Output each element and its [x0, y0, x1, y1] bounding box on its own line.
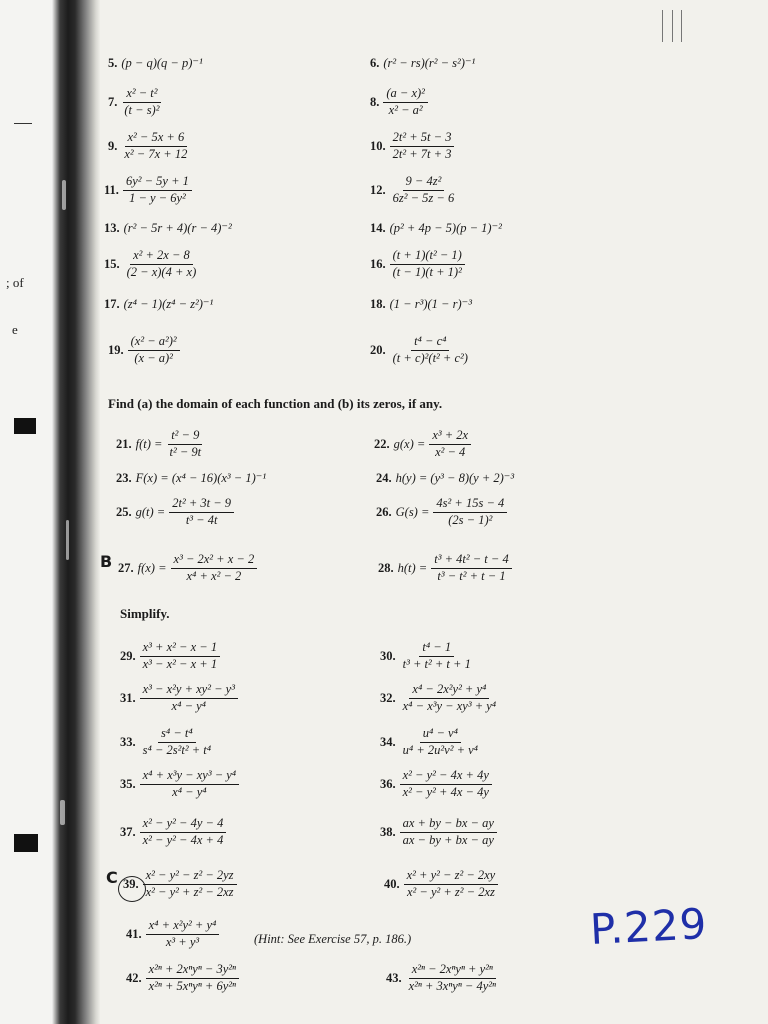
exercise-number: 34. — [380, 734, 396, 749]
exercise-number: 23. — [116, 470, 132, 485]
exercise-expression: (z⁴ − 1)(z⁴ − z²)⁻¹ — [123, 297, 214, 311]
numerator: x² + 2x − 8 — [130, 248, 193, 265]
denominator: t³ − 4t — [185, 512, 218, 527]
exercise-36 — [380, 768, 492, 800]
exercise-expression: (r² − 5r + 4)(r − 4)⁻² — [123, 221, 232, 235]
denominator: x² − a² — [388, 102, 423, 117]
numerator: x² − y² − 4x + 4y — [400, 768, 492, 785]
scan-edge-line — [681, 10, 682, 42]
exercise-number: 22. — [374, 436, 390, 451]
exercise-number: 33. — [120, 734, 136, 749]
exercise-19 — [108, 334, 180, 366]
exercise-27 — [118, 552, 257, 584]
exercise-number: 25. — [116, 504, 132, 519]
exercise-number: 37. — [120, 824, 136, 839]
exercise-17 — [104, 296, 213, 312]
fraction — [169, 496, 234, 528]
exercise-34 — [380, 726, 481, 758]
left-margin-text: e — [12, 322, 18, 337]
denominator: (t − s)² — [124, 102, 160, 117]
numerator: (x² − a²)² — [128, 334, 180, 351]
hint-text: (Hint: See Exercise 57, p. 186.) — [254, 932, 412, 946]
fraction — [143, 868, 237, 900]
exercise-number: 41. — [126, 926, 142, 941]
fraction — [400, 640, 474, 672]
exercise-43 — [386, 962, 499, 994]
exercise-number: 11. — [104, 182, 119, 197]
exercise-number: 29. — [120, 648, 136, 663]
exercise-number: 21. — [116, 436, 132, 451]
handwritten-page-note: P.229 — [588, 898, 709, 955]
exercise-number: 13. — [104, 220, 120, 235]
exercise-18 — [370, 296, 472, 312]
denominator: s⁴ − 2s²t² + t⁴ — [142, 742, 212, 757]
exercise-8 — [370, 86, 428, 118]
exercise-number: 19. — [108, 342, 124, 357]
numerator: x³ + 2x — [429, 428, 471, 445]
numerator: 6y² − 5y + 1 — [123, 174, 192, 191]
denominator: x² − 7x + 12 — [124, 146, 188, 161]
margin-dash — [14, 123, 32, 124]
section-heading-domain: Find (a) the domain of each function and (b) its zeros, if any. — [108, 396, 443, 411]
exercise-42 — [126, 962, 239, 994]
fraction — [406, 962, 499, 994]
exercise-number: 39. — [123, 876, 139, 891]
book-spine-shadow — [0, 0, 100, 1024]
numerator: 9 − 4z² — [403, 174, 445, 191]
page-edge-tab — [14, 834, 38, 852]
denominator: x⁴ − y⁴ — [172, 784, 207, 799]
fraction — [400, 682, 500, 714]
numerator: 2t² + 3t − 9 — [169, 496, 234, 513]
exercise-number: 27. — [118, 560, 134, 575]
numerator: (a − x)² — [383, 86, 428, 103]
denominator: x² − 4 — [435, 444, 466, 459]
denominator: (2 − x)(4 + x) — [126, 264, 197, 279]
exercise-21 — [116, 428, 204, 460]
exercise-number: 20. — [370, 342, 386, 357]
denominator: x² − y² + 4x − 4y — [402, 784, 489, 799]
denominator: x³ + y³ — [165, 934, 200, 949]
exercise-number: 38. — [380, 824, 396, 839]
denominator: (2s − 1)² — [448, 512, 493, 527]
fraction — [400, 726, 481, 758]
exercise-number: 15. — [104, 256, 120, 271]
exercise-31 — [120, 682, 238, 714]
spine-speck — [60, 800, 65, 825]
fraction — [146, 962, 239, 994]
exercise-14 — [370, 220, 502, 236]
fraction — [400, 816, 497, 848]
exercise-number: 42. — [126, 970, 142, 985]
numerator: 4s² + 15s − 4 — [433, 496, 507, 513]
scan-edge-line — [672, 10, 673, 42]
exercise-28 — [378, 552, 512, 584]
exercise-number: 18. — [370, 296, 386, 311]
numerator: x² − 5x + 6 — [125, 130, 188, 147]
exercise-16 — [370, 248, 465, 280]
exercise-number: 36. — [380, 776, 396, 791]
exercise-25 — [116, 496, 234, 528]
exercise-24 — [376, 470, 514, 486]
denominator: 2t² + 7t + 3 — [392, 146, 452, 161]
fraction — [146, 918, 220, 950]
denominator: 6z² − 5z − 6 — [392, 190, 455, 205]
spine-speck — [66, 520, 69, 560]
fraction — [140, 726, 214, 758]
exercise-expression: (p − q)(q − p)⁻¹ — [121, 56, 203, 70]
exercise-expression: (1 − r³)(1 − r)⁻³ — [389, 297, 472, 311]
numerator: x³ − x²y + xy² − y³ — [140, 682, 238, 699]
denominator: x² − y² − 4x + 4 — [142, 832, 224, 847]
fraction — [140, 768, 240, 800]
exercise-33 — [120, 726, 214, 758]
exercise-expression: (p² + 4p − 5)(p − 1)⁻² — [389, 221, 502, 235]
exercise-20 — [370, 334, 471, 366]
fraction — [171, 552, 258, 584]
exercise-expression: (r² − rs)(r² − s²)⁻¹ — [383, 56, 476, 70]
exercise-number: 40. — [384, 876, 400, 891]
exercise-41 — [126, 918, 219, 950]
numerator: ax + by − bx − ay — [400, 816, 497, 833]
fraction — [140, 640, 220, 672]
denominator: x⁴ − x³y − xy³ + y⁴ — [402, 698, 497, 713]
numerator: x² − t² — [123, 86, 160, 103]
denominator: t³ + t² + t + 1 — [402, 656, 471, 671]
fraction — [140, 682, 238, 714]
exercise-29 — [120, 640, 220, 672]
exercise-number: 30. — [380, 648, 396, 663]
fraction — [429, 428, 471, 460]
denominator: u⁴ + 2u²v² + v⁴ — [402, 742, 479, 757]
page-edge-tab — [14, 418, 36, 434]
numerator: x² − y² − z² − 2yz — [143, 868, 237, 885]
exercise-number: 31. — [120, 690, 136, 705]
numerator: x²ⁿ + 2xⁿyⁿ − 3y²ⁿ — [146, 962, 239, 979]
numerator: x³ − 2x² + x − 2 — [171, 552, 258, 569]
fraction — [433, 496, 507, 528]
exercise-13 — [104, 220, 232, 236]
numerator: x² + y² − z² − 2xy — [404, 868, 499, 885]
function-lhs: g(t) = — [135, 504, 166, 519]
numerator: t² − 9 — [168, 428, 202, 445]
exercise-40 — [384, 868, 498, 900]
exercise-37 — [120, 816, 226, 848]
exercise-35 — [120, 768, 239, 800]
fraction — [404, 868, 499, 900]
fraction — [140, 816, 227, 848]
exercise-number: 43. — [386, 970, 402, 985]
fraction — [390, 130, 455, 162]
exercise-11 — [104, 174, 192, 206]
exercise-7 — [108, 86, 162, 118]
function-lhs: f(x) = — [137, 560, 167, 575]
numerator: x⁴ + x³y − xy³ − y⁴ — [140, 768, 240, 785]
denominator: (t − 1)(t + 1)² — [392, 264, 462, 279]
left-margin-text: ; of — [6, 275, 24, 290]
denominator: (t + c)²(t² + c²) — [392, 350, 468, 365]
exercise-15 — [104, 248, 199, 280]
numerator: s⁴ − t⁴ — [158, 726, 196, 743]
denominator: x² − y² + z² − 2xz — [145, 884, 234, 899]
numerator: t⁴ − 1 — [419, 640, 454, 657]
exercise-number: 17. — [104, 296, 120, 311]
exercise-number: 32. — [380, 690, 396, 705]
numerator: x²ⁿ − 2xⁿyⁿ + y²ⁿ — [409, 962, 496, 979]
exercise-number: 10. — [370, 138, 386, 153]
spine-speck — [62, 180, 66, 210]
fraction — [390, 174, 458, 206]
exercise-number: 24. — [376, 470, 392, 485]
exercise-number: 9. — [108, 138, 118, 153]
denominator: ax − by + bx − ay — [402, 832, 494, 847]
denominator: t² − 9t — [169, 444, 202, 459]
scan-edge-line — [662, 10, 663, 42]
denominator: x⁴ − y⁴ — [171, 698, 207, 713]
exercise-number: 35. — [120, 776, 136, 791]
difficulty-marker-b: B — [100, 552, 113, 571]
exercise-number: 5. — [108, 55, 118, 70]
denominator: x³ − x² − x + 1 — [142, 656, 218, 671]
fraction — [400, 768, 492, 800]
exercise-number: 16. — [370, 256, 386, 271]
fraction — [124, 248, 200, 280]
fraction — [390, 248, 465, 280]
exercise-5 — [108, 55, 203, 71]
numerator: (t + 1)(t² − 1) — [390, 248, 465, 265]
exercise-12 — [370, 174, 457, 206]
numerator: x⁴ + x²y² + y⁴ — [146, 918, 220, 935]
denominator: x⁴ + x² − 2 — [186, 568, 242, 583]
denominator: x²ⁿ + 5xⁿyⁿ + 6y²ⁿ — [148, 978, 236, 993]
exercise-38 — [380, 816, 497, 848]
numerator: t³ + 4t² − t − 4 — [431, 552, 511, 569]
denominator: x²ⁿ + 3xⁿyⁿ − 4y²ⁿ — [408, 978, 496, 993]
exercise-number: 6. — [370, 55, 380, 70]
exercise-32 — [380, 682, 499, 714]
exercise-23 — [116, 470, 266, 486]
exercise-9 — [108, 130, 190, 162]
numerator: u⁴ − v⁴ — [420, 726, 461, 743]
fraction — [390, 334, 471, 366]
denominator: (x − a)² — [134, 350, 173, 365]
difficulty-marker-c: C — [106, 868, 118, 887]
exercise-30 — [380, 640, 474, 672]
denominator: t³ − t² + t − 1 — [437, 568, 506, 583]
fraction — [123, 174, 192, 206]
section-heading-simplify: Simplify. — [120, 606, 170, 621]
fraction — [128, 334, 180, 366]
exercise-number: 14. — [370, 220, 386, 235]
exercise-6 — [370, 55, 475, 71]
exercise-expression: h(y) = (y³ − 8)(y + 2)⁻³ — [395, 471, 515, 485]
function-lhs: h(t) = — [397, 560, 428, 575]
function-lhs: G(s) = — [395, 504, 430, 519]
fraction — [121, 130, 190, 162]
fraction — [166, 428, 204, 460]
exercise-26 — [376, 496, 507, 528]
exercise-number: 8. — [370, 94, 380, 109]
numerator: t⁴ − c⁴ — [411, 334, 449, 351]
numerator: x² − y² − 4y − 4 — [140, 816, 227, 833]
function-lhs: g(x) = — [393, 436, 426, 451]
exercise-22 — [374, 428, 471, 460]
exercise-number: 12. — [370, 182, 386, 197]
fraction — [383, 86, 428, 118]
fraction — [431, 552, 511, 584]
numerator: x⁴ − 2x²y² + y⁴ — [409, 682, 489, 699]
exercise-expression: F(x) = (x⁴ − 16)(x³ − 1)⁻¹ — [135, 471, 267, 485]
exercise-number: 26. — [376, 504, 392, 519]
numerator: 2t² + 5t − 3 — [390, 130, 455, 147]
numerator: x³ + x² − x − 1 — [140, 640, 220, 657]
exercise-39 — [123, 868, 237, 900]
exercise-10 — [370, 130, 454, 162]
function-lhs: f(t) = — [135, 436, 163, 451]
exercise-number: 28. — [378, 560, 394, 575]
denominator: x² − y² + z² − 2xz — [406, 884, 495, 899]
exercise-number: 7. — [108, 94, 118, 109]
fraction — [121, 86, 162, 118]
denominator: 1 − y − 6y² — [129, 190, 186, 205]
